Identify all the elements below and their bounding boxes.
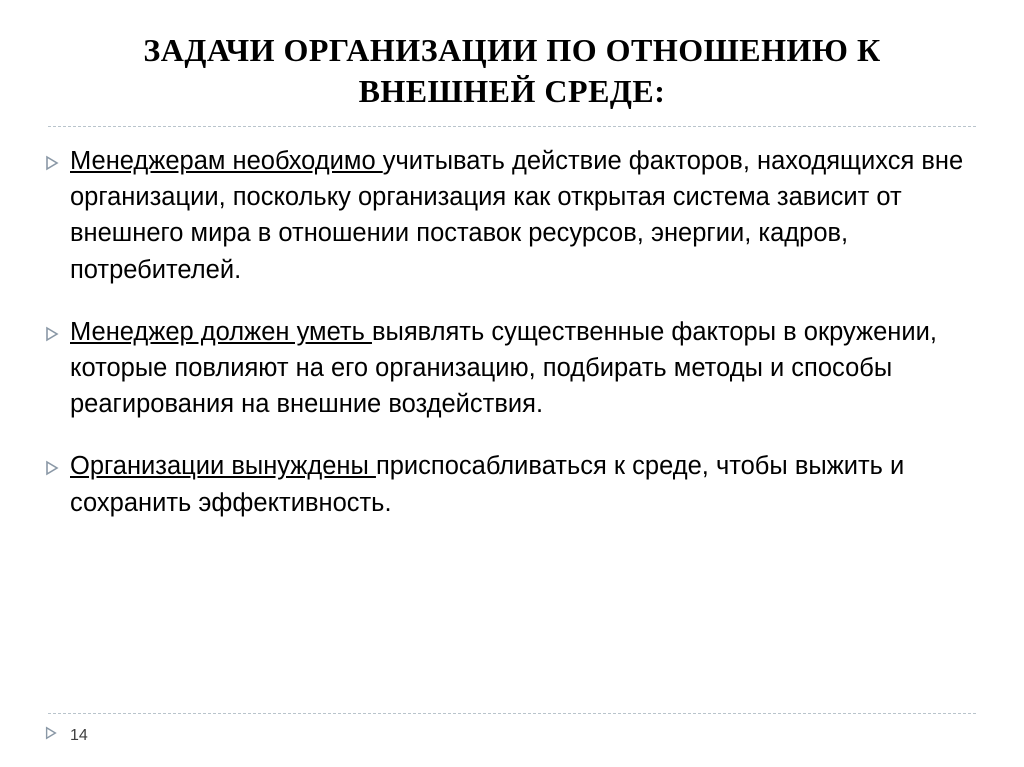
list-item — [44, 314, 974, 423]
list-item-lead: Организации вынуждены — [70, 452, 376, 481]
list-item-rest: учитывать действие факторов, находящихся вне организации, поскольку организация как открытая система зависит от внешнего мира в отношении поставок ресурсов, энергии, кадров, потребителей. — [70, 146, 964, 284]
page-number: 14 — [70, 726, 88, 744]
list-item-text — [70, 314, 974, 423]
content-body — [0, 127, 1024, 521]
list-item-lead: Менеджерам необходимо — [70, 146, 383, 175]
title-block — [0, 0, 1024, 112]
list-item-text — [70, 143, 974, 288]
list-item — [44, 143, 974, 288]
list-item — [44, 448, 974, 520]
list-item-rest: приспосабливаться к среде, чтобы выжить и сохранить эффективность. — [70, 452, 905, 517]
list-item-lead: Менеджер должен уметь — [70, 317, 372, 346]
triangle-bullet-icon — [44, 448, 70, 476]
triangle-bullet-icon — [44, 314, 70, 342]
slide-footer — [0, 713, 1024, 767]
footer-row — [0, 714, 1024, 767]
list-item-text — [70, 448, 974, 520]
triangle-bullet-icon — [44, 726, 70, 745]
list-item-rest: выявлять существенные факторы в окружении, которые повлияют на его организацию, подбирать методы и способы реагирования на внешние воздействия. — [70, 317, 937, 419]
triangle-bullet-icon — [44, 143, 70, 171]
page-title: ЗАДАЧИ ОРГАНИЗАЦИИ ПО ОТНОШЕНИЮ К ВНЕШНЕЙ СРЕДЕ: — [143, 32, 881, 109]
